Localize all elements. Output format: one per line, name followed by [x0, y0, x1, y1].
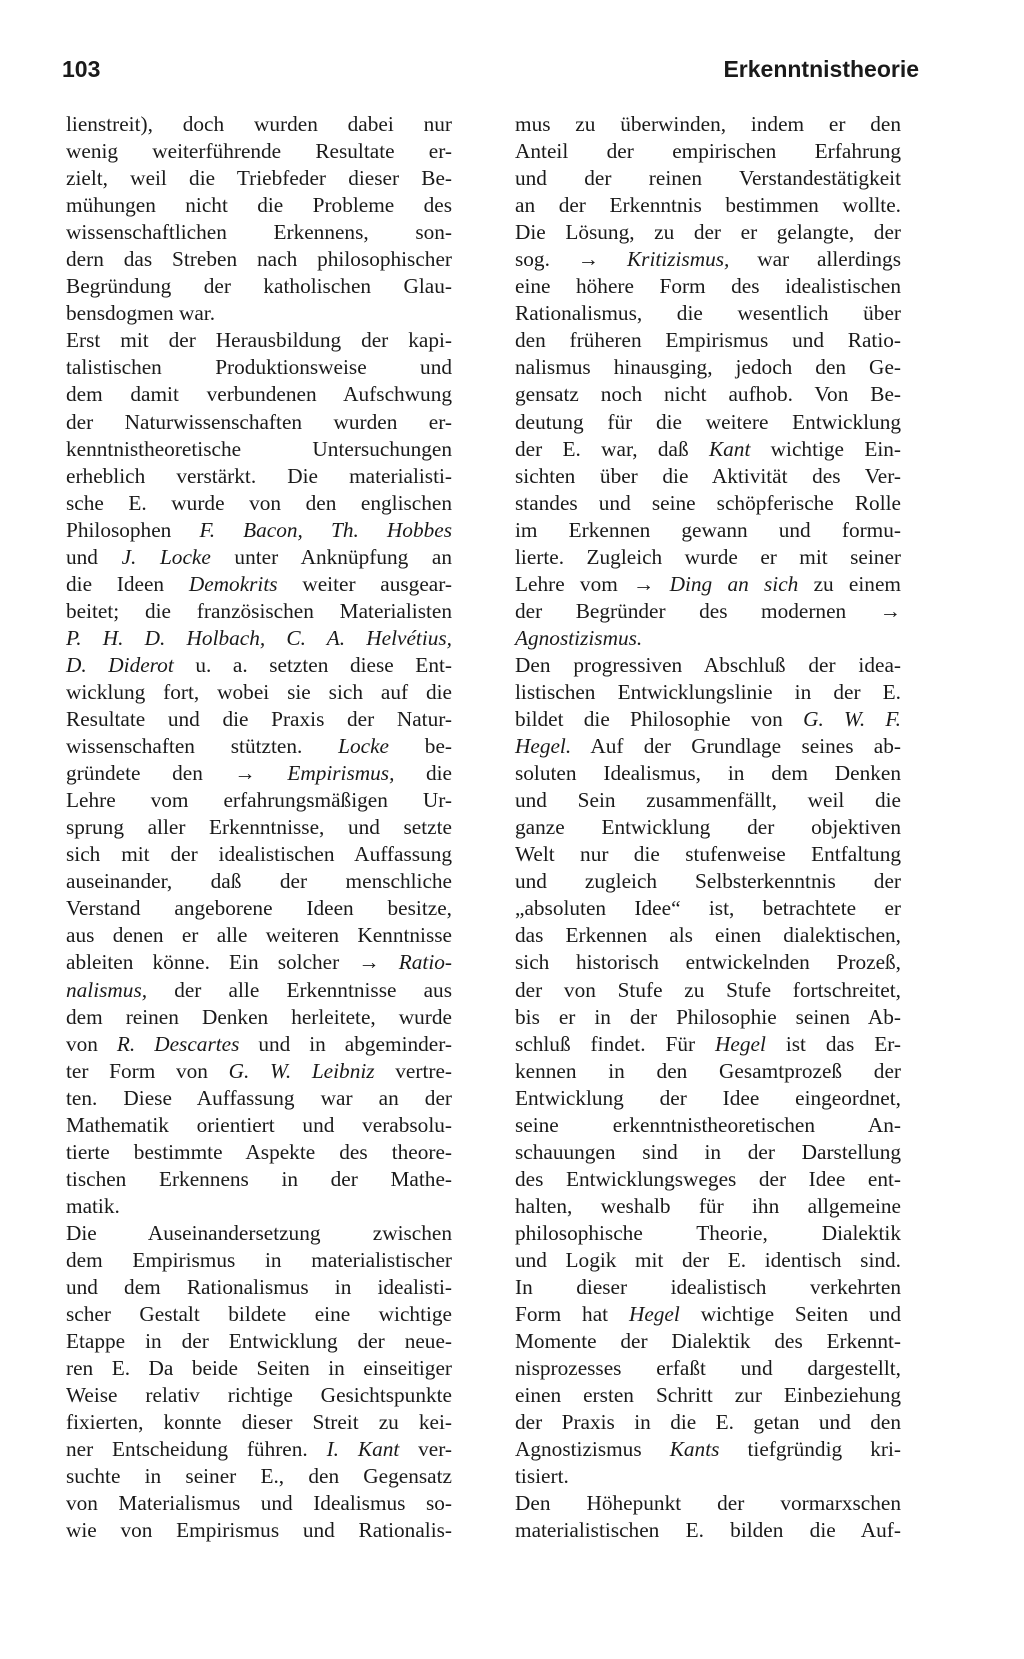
text-line: Die Lösung, zu der er gelangte, der [515, 220, 901, 245]
text-line: wie von Empirismus und Rationalis- [66, 1518, 452, 1543]
text-line: ter Form von G. W. Leibniz vertre- [66, 1058, 453, 1083]
text-line: philosophische Theorie, Dialektik [515, 1220, 901, 1245]
text-line: Rationalismus, die wesentlich über [515, 301, 901, 326]
text-line: bildet die Philosophie von G. W. F. [515, 707, 901, 732]
text-line: sog. → Kritizismus, war allerdings [515, 247, 901, 272]
text-line: schluß findet. Für Hegel ist das Er- [515, 1031, 901, 1056]
text-line: Agnostizismus Kants tiefgründig kri- [515, 1437, 901, 1462]
text-line: von Materialismus und Idealismus so- [66, 1491, 452, 1516]
text-line: Weise relativ richtige Gesichtspunkte [66, 1383, 452, 1408]
text-line: und zugleich Selbsterkenntnis der [515, 869, 901, 894]
text-line: P. H. D. Holbach, C. A. Helvétius, [66, 625, 452, 650]
text-line: halten, weshalb für ihn allgemeine [515, 1193, 901, 1218]
text-line: beitet; die französischen Materialisten [66, 598, 452, 623]
text-line: Begründung der katholischen Glau- [66, 274, 452, 299]
text-line: im Erkennen gewann und formu- [515, 517, 901, 542]
text-line: und J. Locke unter Anknüpfung an [66, 544, 452, 569]
text-line: deutung für die weitere Entwicklung [515, 409, 901, 434]
text-line: des Entwicklungsweges der Idee ent- [515, 1166, 901, 1191]
text-line: nisprozesses erfaßt und dargestellt, [515, 1356, 901, 1381]
text-line: Lehre vom → Ding an sich zu einem [515, 571, 901, 596]
text-line: und Logik mit der E. identisch sind. [515, 1247, 901, 1272]
text-line: soluten Idealismus, in dem Denken [515, 761, 901, 786]
text-line: von R. Descartes und in abgeminder- [66, 1031, 452, 1056]
text-line: kennen in den Gesamtprozeß der [515, 1058, 901, 1083]
text-line: sprung aller Erkenntnisse, und setzte [66, 815, 452, 840]
text-line: der Praxis in die E. getan und den [515, 1410, 901, 1435]
text-line: der E. war, daß Kant wichtige Ein- [515, 436, 901, 461]
text-line: seine erkenntnistheoretischen An- [515, 1112, 901, 1137]
text-line: Etappe in der Entwicklung der neue- [66, 1329, 452, 1354]
text-line: dem Empirismus in materialistischer [66, 1247, 452, 1272]
text-line: Mathematik orientiert und verabsolu- [66, 1112, 452, 1137]
text-line: talistischen Produktionsweise und [66, 355, 452, 380]
text-line: lienstreit), doch wurden dabei nur [66, 112, 452, 136]
text-line: gensatz noch nicht aufhob. Von Be- [515, 382, 901, 407]
text-line: wissenschaftlichen Erkennens, son- [66, 220, 452, 245]
text-line: Philosophen F. Bacon, Th. Hobbes [66, 517, 452, 542]
text-line: sichten über die Aktivität des Ver- [515, 463, 901, 488]
text-line: schauungen sind in der Darstellung [515, 1139, 901, 1164]
text-line: Lehre vom erfahrungsmäßigen Ur- [66, 788, 452, 813]
text-line: tisiert. [515, 1464, 569, 1489]
text-line: sich mit der idealistischen Auffassung [66, 842, 452, 867]
text-line: den früheren Empirismus und Ratio- [515, 328, 901, 353]
text-line: Anteil der empirischen Erfahrung [515, 139, 901, 164]
text-line: listischen Entwicklungslinie in der E. [515, 679, 901, 704]
text-line: dem reinen Denken herleitete, wurde [66, 1004, 452, 1029]
text-line: Den Höhepunkt der vormarxschen [515, 1491, 901, 1516]
right-text-column [515, 111, 901, 1544]
text-line: und dem Rationalismus in idealisti- [66, 1275, 452, 1300]
text-line: eine höhere Form des idealistischen [515, 274, 901, 299]
text-line: Welt nur die stufenweise Entfaltung [515, 842, 901, 867]
text-line: dem damit verbundenen Aufschwung [66, 382, 452, 407]
text-line: Momente der Dialektik des Erkennt- [515, 1329, 901, 1354]
text-line: Verstand angeborene Ideen besitze, [66, 896, 452, 921]
text-line: tischen Erkennens in der Mathe- [66, 1166, 452, 1191]
text-line: und der reinen Verstandestätigkeit [515, 166, 901, 191]
text-line: an der Erkenntnis bestimmen wollte. [515, 193, 901, 218]
text-line: die Ideen Demokrits weiter ausgear- [66, 571, 452, 596]
text-line: matik. [66, 1193, 120, 1218]
text-line: ten. Diese Auffassung war an der [66, 1085, 452, 1110]
text-line: Hegel. Auf der Grundlage seines ab- [515, 734, 901, 759]
page-number: 103 [62, 56, 101, 82]
text-line: mühungen nicht die Probleme des [66, 193, 452, 218]
left-text-column [66, 111, 452, 1544]
text-line: sche E. wurde von den englischen [66, 490, 452, 515]
text-line: D. Diderot u. a. setzten diese Ent- [66, 652, 452, 677]
text-line: kenntnistheoretische Untersuchungen [66, 436, 452, 461]
text-line: einen ersten Schritt zur Einbeziehung [515, 1383, 901, 1408]
text-line: ableiten könne. Ein solcher → Ratio- [66, 950, 452, 975]
text-line: der Naturwissenschaften wurden er- [66, 409, 452, 434]
text-line: der Begründer des modernen → [515, 598, 901, 623]
running-head: Erkenntnistheorie [723, 56, 919, 82]
text-line: Resultate und die Praxis der Natur- [66, 707, 452, 732]
text-line: Entwicklung der Idee eingeordnet, [515, 1085, 901, 1110]
text-line: das Erkennen als einen dialektischen, [515, 923, 901, 948]
page-header [62, 56, 919, 90]
text-line: nalismus hinausging, jedoch den Ge- [515, 355, 901, 380]
text-line: erheblich verstärkt. Die materialisti- [66, 463, 452, 488]
text-line: Erst mit der Herausbildung der kapi- [66, 328, 452, 353]
text-line: wicklung fort, wobei sie sich auf die [66, 679, 452, 704]
text-line: ganze Entwicklung der objektiven [515, 815, 901, 840]
text-line: sich historisch entwickelnden Prozeß, [515, 950, 901, 975]
text-line: der von Stufe zu Stufe fortschreitet, [515, 977, 901, 1002]
text-line: und Sein zusammenfällt, weil die [515, 788, 901, 813]
text-line: ner Entscheidung führen. I. Kant ver- [66, 1437, 452, 1462]
text-line: fixierten, konnte dieser Streit zu kei- [66, 1410, 452, 1435]
text-line: auseinander, daß der menschliche [66, 869, 452, 894]
text-line: bensdogmen war. [66, 301, 216, 326]
text-line: nalismus, der alle Erkenntnisse aus [66, 977, 452, 1002]
text-line: aus denen er alle weiteren Kenntnisse [66, 923, 452, 948]
text-line: ren E. Da beide Seiten in einseitiger [66, 1356, 452, 1381]
text-line: In dieser idealistisch verkehrten [515, 1275, 901, 1300]
text-line: wenig weiterführende Resultate er- [66, 139, 452, 164]
text-line: mus zu überwinden, indem er den [515, 112, 901, 136]
text-line: gründete den → Empirismus, die [66, 761, 453, 786]
text-line: materialistischen E. bilden die Auf- [515, 1518, 901, 1543]
text-line: standes und seine schöpferische Rolle [515, 490, 901, 515]
text-line: Form hat Hegel wichtige Seiten und [515, 1302, 901, 1327]
text-line: suchte in seiner E., den Gegensatz [66, 1464, 452, 1489]
text-line: Den progressiven Abschluß der idea- [515, 652, 901, 677]
text-line: wissenschaften stützten. Locke be- [66, 734, 452, 759]
text-line: tierte bestimmte Aspekte des theore- [66, 1139, 452, 1164]
text-line: zielt, weil die Triebfeder dieser Be- [66, 166, 452, 191]
text-line: Agnostizismus. [515, 625, 643, 650]
text-line: scher Gestalt bildete eine wichtige [66, 1302, 452, 1327]
text-line: bis er in der Philosophie seinen Ab- [515, 1004, 901, 1029]
text-line: Die Auseinandersetzung zwischen [66, 1220, 452, 1245]
text-line: dern das Streben nach philosophischer [66, 247, 452, 272]
text-line: lierte. Zugleich wurde er mit seiner [515, 544, 901, 569]
text-line: „absoluten Idee“ ist, betrachtete er [515, 896, 901, 921]
